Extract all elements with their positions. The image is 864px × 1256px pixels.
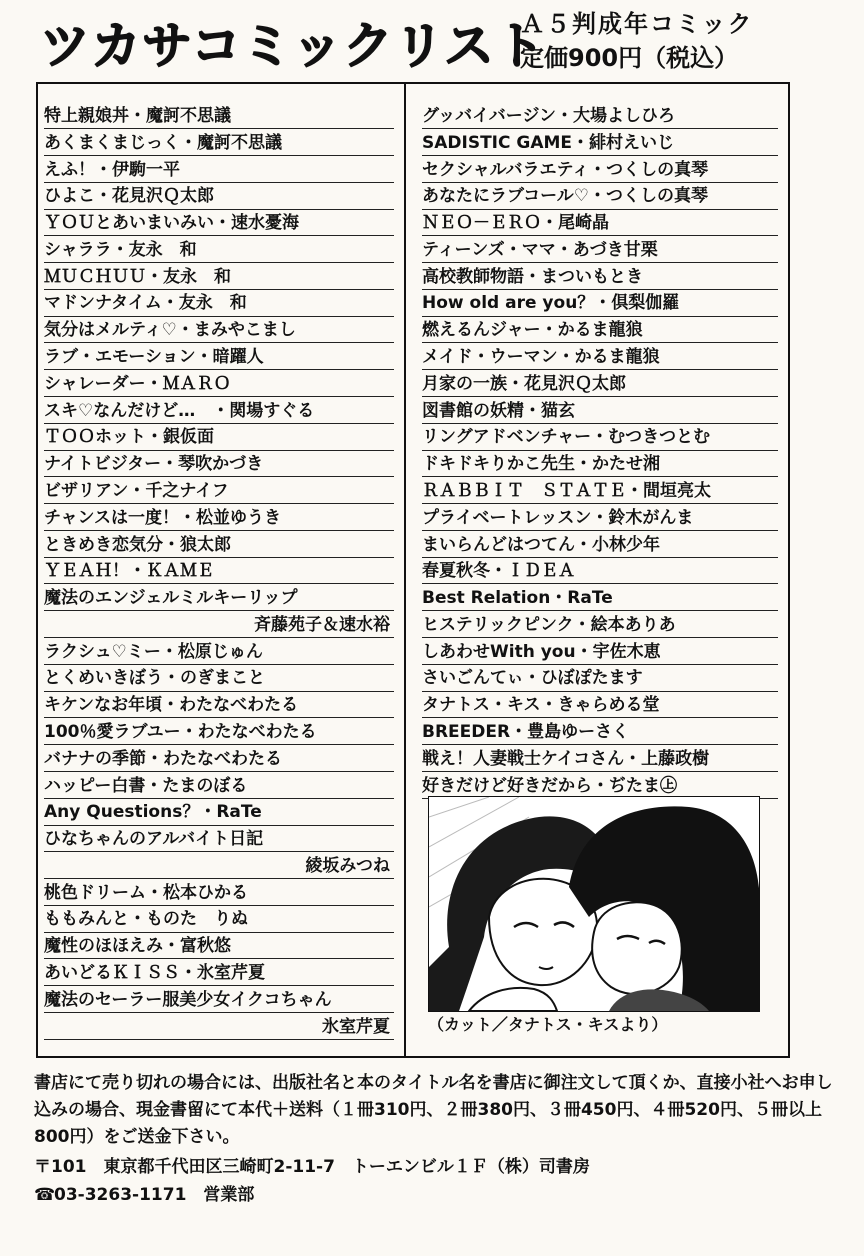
list-item: Any Questions？・RaTe bbox=[44, 800, 394, 825]
comic-list-left bbox=[44, 104, 394, 1041]
list-item: ひなちゃんのアルバイト日記 bbox=[44, 827, 394, 852]
list-item: 気分はメルティ♡・まみやこまし bbox=[44, 318, 394, 343]
list-item: リングアドベンチャー・むつきつとむ bbox=[422, 425, 778, 450]
list-item: タナトス・キス・きゃらめる堂 bbox=[422, 693, 778, 718]
list-item: 高校教師物語・まついもとき bbox=[422, 265, 778, 290]
list-item: 魔法のエンジェルミルキーリップ bbox=[44, 586, 394, 611]
list-item: ナイトビジター・琴吹かづき bbox=[44, 452, 394, 477]
list-item: ＮＥＯ－ＥＲＯ・尾崎晶 bbox=[422, 211, 778, 236]
phone-number: 03-3263-1171 営業部 bbox=[54, 1185, 255, 1205]
list-item: ときめき恋気分・狼太郎 bbox=[44, 533, 394, 558]
format-label: Ａ５判成年コミック bbox=[520, 10, 754, 38]
column-divider bbox=[404, 82, 406, 1058]
comic-list-right bbox=[422, 104, 778, 800]
list-item: えふ！・伊駒一平 bbox=[44, 158, 394, 183]
telephone-icon: ☎ bbox=[34, 1185, 56, 1205]
list-item: ＭＵＣＨＵＵ・友永 和 bbox=[44, 265, 394, 290]
list-item: BREEDER・豊島ゆーさく bbox=[422, 720, 778, 745]
list-item: 100％愛ラブユー・わたなべわたる bbox=[44, 720, 394, 745]
list-item: バナナの季節・わたなべわたる bbox=[44, 747, 394, 772]
list-item: さいごんてぃ・ひぼぽたます bbox=[422, 666, 778, 691]
list-item: How old are you？・倶梨伽羅 bbox=[422, 291, 778, 316]
list-item: ビザリアン・千之ナイフ bbox=[44, 479, 394, 504]
list-item: シャレーダー・ＭＡＲＯ bbox=[44, 372, 394, 397]
list-item: ＲＡＢＢＩＴ ＳＴＡＴＥ・間垣亮太 bbox=[422, 479, 778, 504]
page-title: ツカサコミックリスト bbox=[40, 17, 546, 75]
list-item: マドンナタイム・友永 和 bbox=[44, 291, 394, 316]
list-item: あくまくまじっく・魔訶不思議 bbox=[44, 131, 394, 156]
list-item: 図書館の妖精・猫玄 bbox=[422, 399, 778, 424]
list-item: グッバイバージン・大場よしひろ bbox=[422, 104, 778, 129]
list-item: SADISTIC GAME・緋村えいじ bbox=[422, 131, 778, 156]
list-item: ＴＯＯホット・銀仮面 bbox=[44, 425, 394, 450]
list-item: 燃えるんジャー・かるま龍狼 bbox=[422, 318, 778, 343]
list-item: ヒステリックピンク・絵本ありあ bbox=[422, 613, 778, 638]
list-item: スキ♡なんだけど… ・関場すぐる bbox=[44, 399, 394, 424]
list-item: ＹＥＡＨ！・ＫＡＭＥ bbox=[44, 559, 394, 584]
list-item: Best Relation・RaTe bbox=[422, 586, 778, 611]
list-item: 綾坂みつね bbox=[44, 854, 394, 879]
list-item: まいらんどはつてん・小林少年 bbox=[422, 533, 778, 558]
list-item: セクシャルバラエティ・つくしの真琴 bbox=[422, 158, 778, 183]
publisher-address: 〒101 東京都千代田区三崎町2-11-7 トーエンビル１Ｆ（株）司書房 bbox=[34, 1157, 590, 1177]
illustration-caption: （カット／タナトス・キスより） bbox=[428, 1015, 668, 1034]
list-item: 斉藤苑子＆速水裕 bbox=[44, 613, 394, 638]
list-item: 戦え！人妻戦士ケイコさん・上藤政樹 bbox=[422, 747, 778, 772]
list-item: ティーンズ・ママ・あづき甘栗 bbox=[422, 238, 778, 263]
list-item: 春夏秋冬・ＩＤＥＡ bbox=[422, 559, 778, 584]
list-item: シャララ・友永 和 bbox=[44, 238, 394, 263]
list-item: ハッピー白書・たまのぼる bbox=[44, 774, 394, 799]
list-item: ＹＯＵとあいまいみい・速水憂海 bbox=[44, 211, 394, 236]
list-item: キケンなお年頃・わたなべわたる bbox=[44, 693, 394, 718]
list-item: ラクシュ♡ミー・松原じゅん bbox=[44, 640, 394, 665]
price-label: 定価900円（税込） bbox=[520, 44, 739, 72]
list-item: メイド・ウーマン・かるま龍狼 bbox=[422, 345, 778, 370]
publisher-phone bbox=[34, 1180, 254, 1205]
illustration-drawing bbox=[429, 797, 759, 1011]
illustration bbox=[428, 796, 760, 1012]
list-item: とくめいきぼう・のぎまこと bbox=[44, 666, 394, 691]
list-item: ラブ・エモーション・暗躍人 bbox=[44, 345, 394, 370]
list-item: ひよこ・花見沢Ｑ太郎 bbox=[44, 184, 394, 209]
list-item: 月家の一族・花見沢Ｑ太郎 bbox=[422, 372, 778, 397]
list-item: ももみんと・ものた りぬ bbox=[44, 907, 394, 932]
list-item: 氷室芹夏 bbox=[44, 1015, 394, 1040]
list-item: あいどるＫＩＳＳ・氷室芹夏 bbox=[44, 961, 394, 986]
order-instructions: 書店にて売り切れの場合には、出版社名と本のタイトル名を書店に御注文して頂くか、直接小社へお申し込みの場合、現金書留にて本代＋送料（１冊310円、２冊380円、３冊450円、４冊520円、５冊以上800円）をご送金下さい。 bbox=[34, 1073, 833, 1147]
list-item: 好きだけど好きだから・ぢたま㊤ bbox=[422, 774, 778, 799]
list-item: あなたにラブコール♡・つくしの真琴 bbox=[422, 184, 778, 209]
list-item: しあわせWith you・宇佐木恵 bbox=[422, 640, 778, 665]
list-item: チャンスは一度！・松並ゆうき bbox=[44, 506, 394, 531]
list-item: ドキドキりかこ先生・かたせ湘 bbox=[422, 452, 778, 477]
list-item: 特上親娘丼・魔訶不思議 bbox=[44, 104, 394, 129]
list-item: プライベートレッスン・鈴木がんま bbox=[422, 506, 778, 531]
list-item: 魔性のほほえみ・富秋悠 bbox=[44, 934, 394, 959]
list-item: 魔法のセーラー服美少女イクコちゃん bbox=[44, 988, 394, 1013]
list-item: 桃色ドリーム・松本ひかる bbox=[44, 881, 394, 906]
